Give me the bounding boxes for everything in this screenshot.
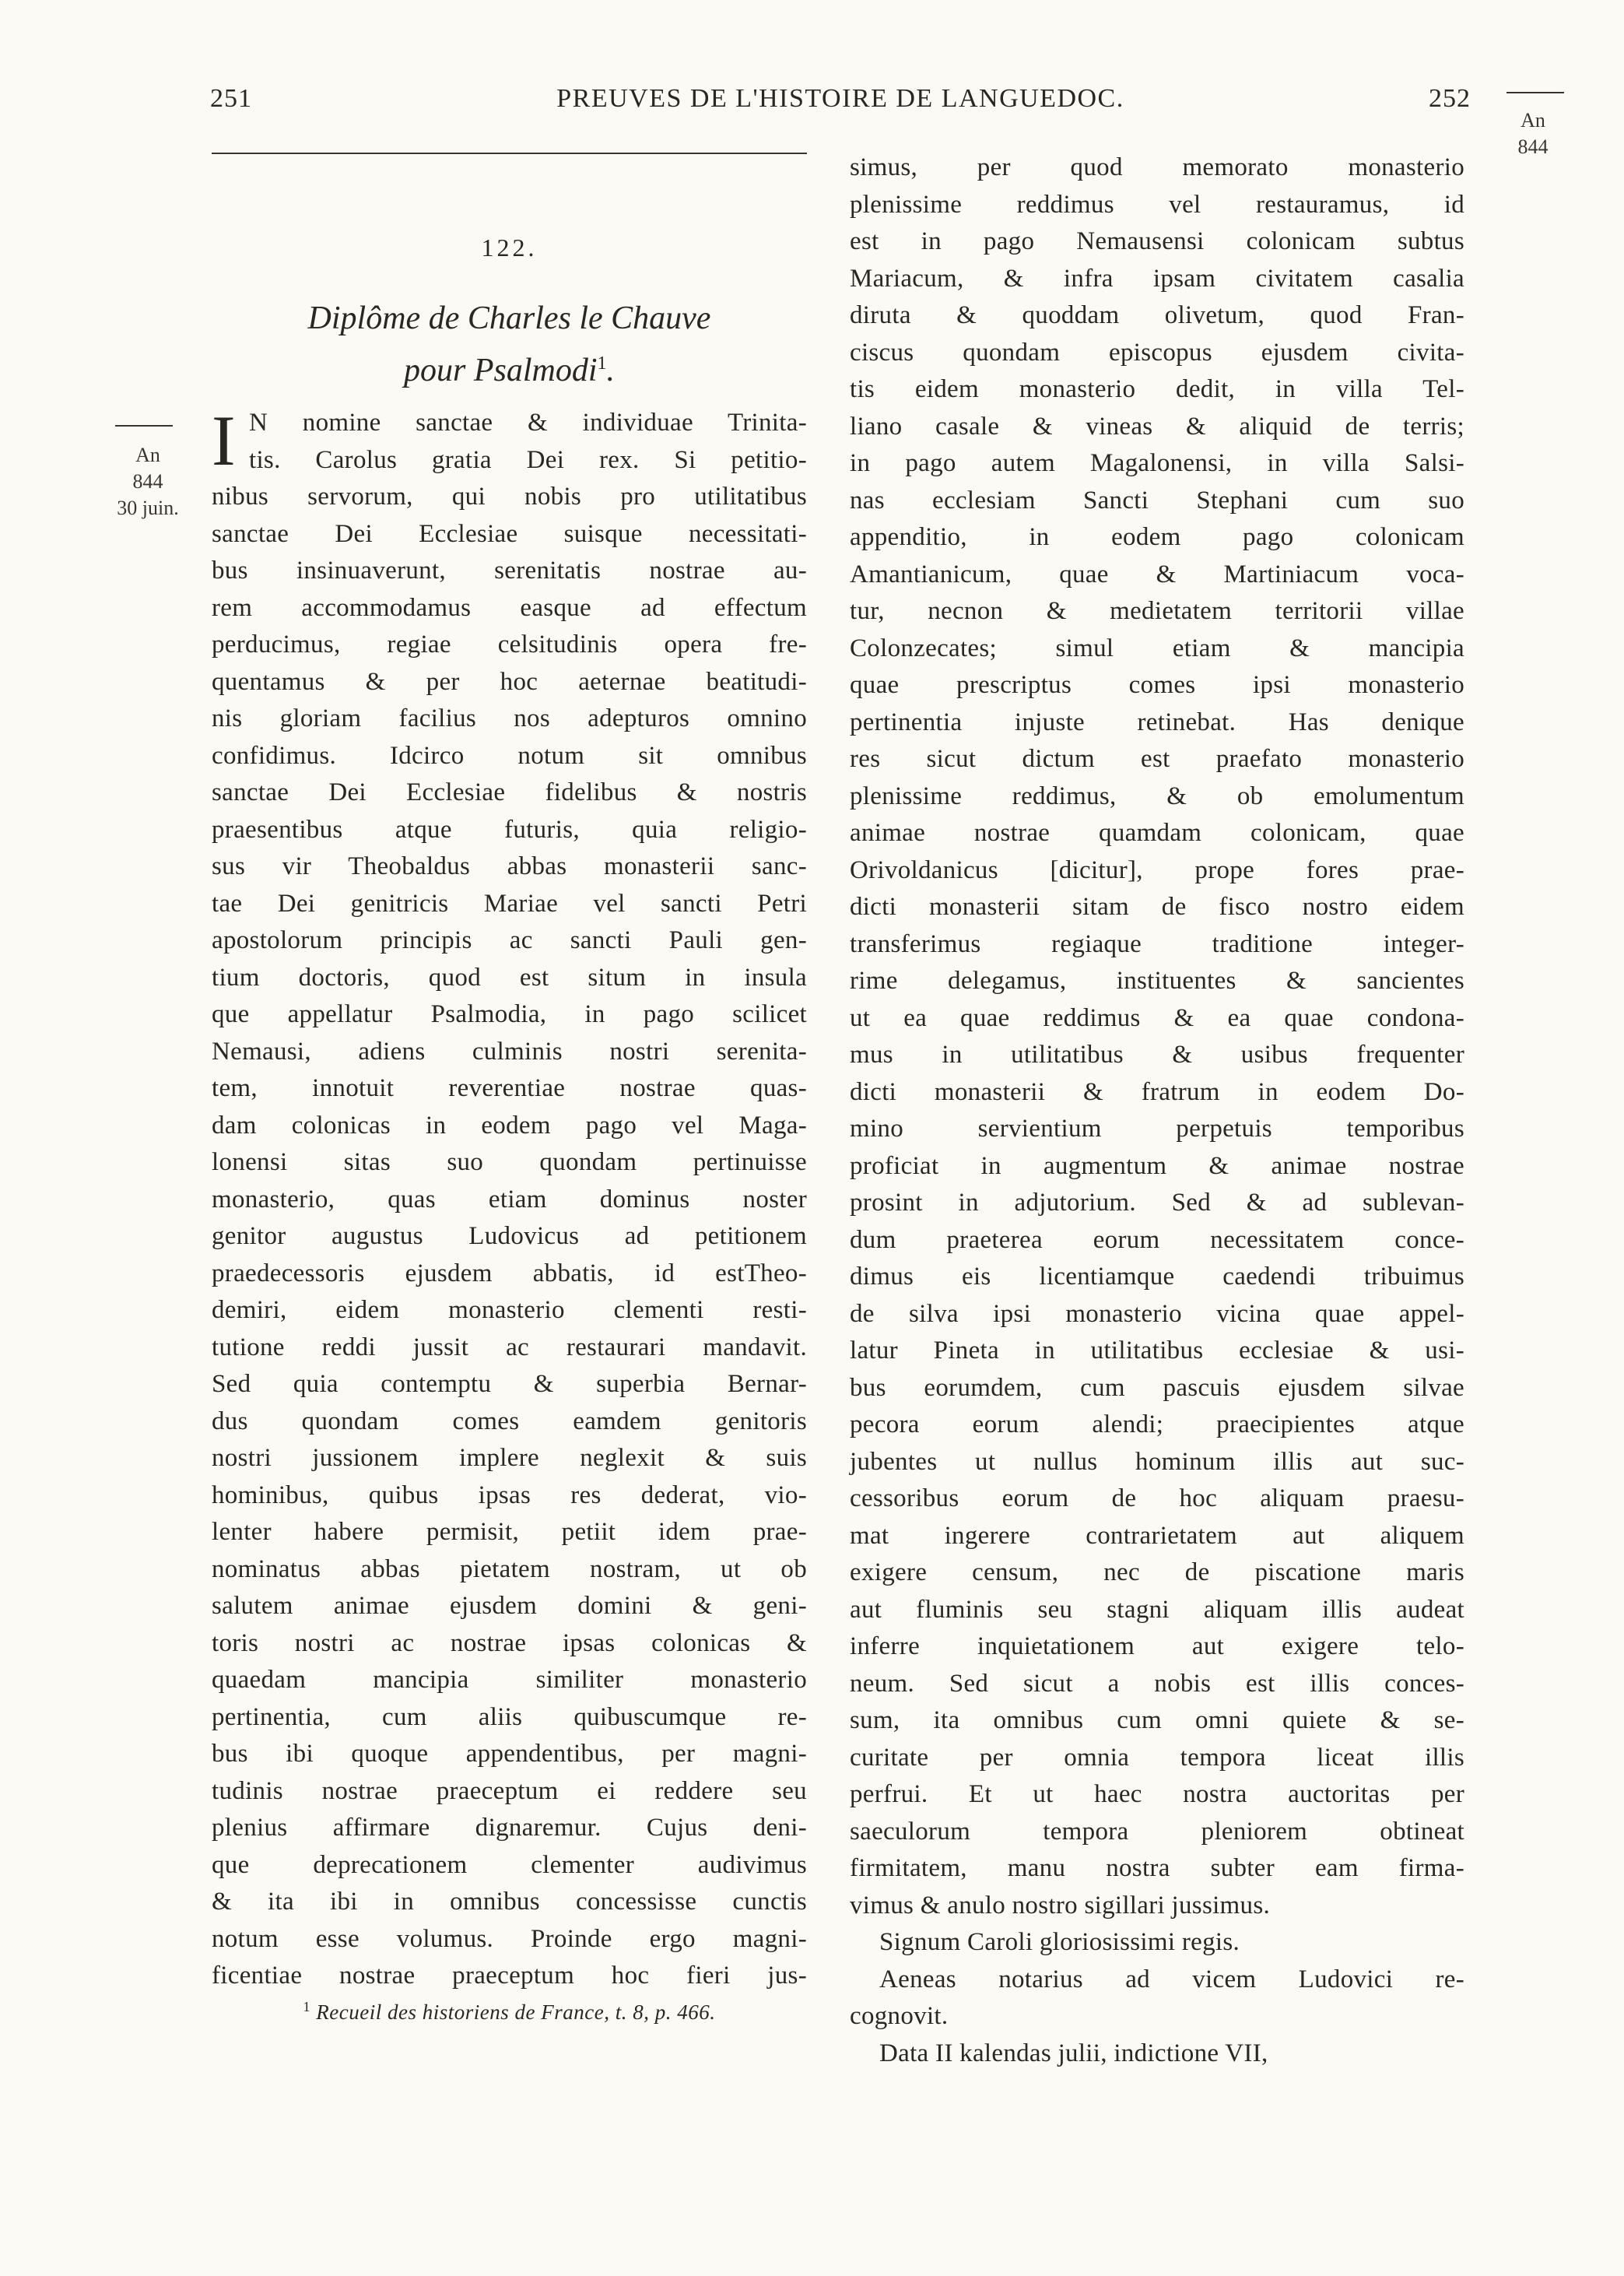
text-line: pertinentia injuste retinebat. Has denique [850, 708, 1464, 736]
text-line: mat ingerere contrarietatem aut aliquem [850, 1521, 1464, 1550]
text-line: mus in utilitatibus & usibus frequenter [850, 1041, 1464, 1069]
text-line: tium doctoris, quod est situm in insula [212, 963, 807, 992]
text-line: Orivoldanicus [dicitur], prope fores prae- [850, 855, 1464, 884]
text-line: praedecessoris ejusdem abbatis, id estTheo- [212, 1259, 807, 1287]
text-line: dus quondam comes eamdem genitoris [212, 1407, 807, 1435]
footnote-text: Recueil des historiens de France, t. 8, p. 466. [316, 2000, 716, 2024]
text-line: Signum Caroli gloriosissimi regis. [879, 1928, 1240, 1956]
text-line: nominatus abbas pietatem nostram, ut ob [212, 1554, 807, 1583]
right-column-text [850, 149, 1464, 2072]
text-line: confidimus. Idcirco notum sit omnibus [212, 741, 807, 770]
page-header [210, 84, 1471, 123]
document-number: 122. [481, 234, 538, 262]
text-line: plenius affirmare dignaremur. Cujus deni- [212, 1814, 807, 1842]
text-line: simus, per quod memorato monasterio [850, 153, 1464, 181]
text-line: nibus servorum, qui nobis pro utilitatibus [212, 483, 807, 511]
text-line: quentamus & per hoc aeternae beatitudi- [212, 667, 807, 696]
text-line: & ita ibi in omnibus concessisse cunctis [212, 1888, 807, 1916]
margin-note-line: 844 [132, 470, 163, 493]
text-line: quaedam mancipia similiter monasterio [212, 1666, 807, 1694]
left-column-text [212, 401, 807, 1995]
text-line: dicti monasterii & fratrum in eodem Do- [850, 1077, 1464, 1106]
text-line: hominibus, quibus ipsas res dederat, vio- [212, 1480, 807, 1509]
text-line: firmitatem, manu nostra subter eam firma- [850, 1854, 1464, 1882]
margin-note-line: 30 juin. [117, 497, 179, 519]
text-line: Aeneas notarius ad vicem Ludovici re- [879, 1965, 1464, 1993]
document-title [212, 296, 807, 393]
right-margin-note [1502, 107, 1564, 160]
text-line: rime delegamus, instituentes & sancientes [850, 967, 1464, 995]
right-page-number: 252 [1429, 84, 1471, 113]
text-line: sanctae Dei Ecclesiae fidelibus & nostris [212, 778, 807, 806]
text-line: mino servientium perpetuis temporibus [850, 1115, 1464, 1143]
right-margin-rule [1506, 92, 1564, 93]
title-line-2 [212, 341, 807, 393]
text-line: que deprecationem clementer audivimus [212, 1850, 807, 1879]
text-line: aut fluminis seu stagni aliquam illis audeat [850, 1595, 1464, 1624]
text-line: quae prescriptus comes ipsi monasterio [850, 671, 1464, 699]
text-line: nis gloriam facilius nos adepturos omnino [212, 704, 807, 732]
text-line: neum. Sed sicut a nobis est illis conces- [850, 1669, 1464, 1698]
text-line: ficentiae nostrae praeceptum hoc fieri jus- [212, 1962, 807, 1990]
text-line: animae nostrae quamdam colonicam, quae [850, 819, 1464, 847]
text-line: bus eorumdem, cum pascuis ejusdem silvae [850, 1373, 1464, 1402]
text-line: ut ea quae reddimus & ea quae condona- [850, 1003, 1464, 1032]
text-line: rem accommodamus easque ad effectum [212, 593, 807, 622]
text-line: Amantianicum, quae & Martiniacum voca- [850, 560, 1464, 588]
text-line: tutione reddi jussit ac restaurari mandavit. [212, 1333, 807, 1361]
text-line: apostolorum principis ac sancti Pauli gen- [212, 926, 807, 954]
text-line: demiri, eidem monasterio clementi resti- [212, 1296, 807, 1324]
text-line: sus vir Theobaldus abbas monasterii sanc- [212, 852, 807, 880]
text-line: salutem animae ejusdem domini & geni- [212, 1592, 807, 1620]
text-line: curitate per omnia tempora liceat illis [850, 1743, 1464, 1772]
text-line: notum esse volumus. Proinde ergo magni- [212, 1924, 807, 1953]
header-rule [212, 153, 807, 154]
left-page-number: 251 [210, 84, 252, 113]
title-end: . [606, 353, 615, 388]
text-line: cessoribus eorum de hoc aliquam praesu- [850, 1484, 1464, 1512]
text-line: diruta & quoddam olivetum, quod Fran- [850, 301, 1464, 329]
footnote-mark: 1 [303, 1999, 311, 2014]
text-line: tis eidem monasterio dedit, in villa Tel- [850, 375, 1464, 403]
text-line: dicti monasterii sitam de fisco nostro eidem [850, 893, 1464, 921]
text-line: praesentibus atque futuris, quia religio- [212, 815, 807, 844]
title-line: Diplôme de Charles le Chauve [307, 300, 711, 336]
margin-note-line: 844 [1517, 135, 1549, 158]
text-line: vimus & anulo nostro sigillari jussimus. [850, 1891, 1271, 1919]
text-line: res sicut dictum est praefato monasterio [850, 745, 1464, 773]
text-line: dum praeterea eorum necessitatem conce- [850, 1225, 1464, 1254]
text-line: plenissime reddimus vel restauramus, id [850, 190, 1464, 219]
text-line: Colonzecates; simul etiam & mancipia [850, 634, 1464, 662]
text-line: inferre inquietationem aut exigere telo- [850, 1632, 1464, 1660]
text-line: plenissime reddimus, & ob emolumentum [850, 781, 1464, 810]
text-line: exigere censum, nec de piscatione maris [850, 1558, 1464, 1586]
text-line: perducimus, regiae celsitudinis opera fre- [212, 630, 807, 659]
text-line: Sed quia contemptu & superbia Bernar- [212, 1370, 807, 1398]
text-line: Mariacum, & infra ipsam civitatem casalia [850, 264, 1464, 293]
left-margin-rule [115, 425, 173, 427]
text-line: genitor augustus Ludovicus ad petitionem [212, 1222, 807, 1250]
text-line: tudinis nostrae praeceptum ei reddere seu [212, 1776, 807, 1805]
text-line: N nomine sanctae & individuae Trinita- [249, 409, 807, 437]
text-line: dimus eis licentiamque caedendi tribuimus [850, 1263, 1464, 1291]
text-line: ciscus quondam episcopus ejusdem civita- [850, 338, 1464, 367]
text-line: tem, innotuit reverentiae nostrae quas- [212, 1074, 807, 1102]
text-line: Data II kalendas julii, indictione VII, [879, 2039, 1268, 2067]
footnote-mark: 1 [597, 353, 607, 374]
text-line: lonensi sitas suo quondam pertinuisse [212, 1148, 807, 1176]
text-line: nas ecclesiam Sancti Stephani cum suo [850, 486, 1464, 515]
text-line: cognovit. [850, 2002, 949, 2030]
running-title: PREUVES DE L'HISTOIRE DE LANGUEDOC. [556, 84, 1124, 113]
text-line: sum, ita omnibus cum omni quiete & se- [850, 1706, 1464, 1734]
text-line: appenditio, in eodem pago colonicam [850, 523, 1464, 551]
text-line: monasterio, quas etiam dominus noster [212, 1185, 807, 1214]
text-line: est in pago Nemausensi colonicam subtus [850, 227, 1464, 255]
text-line: sanctae Dei Ecclesiae suisque necessitati- [212, 519, 807, 548]
text-line: proficiat in augmentum & animae nostrae [850, 1151, 1464, 1180]
left-margin-note [109, 442, 187, 522]
text-line: perfrui. Et ut haec nostra auctoritas per [850, 1780, 1464, 1808]
text-line: pecora eorum alendi; praecipientes atque [850, 1410, 1464, 1438]
text-line: Nemausi, adiens culminis nostri serenita- [212, 1037, 807, 1066]
text-line: prosint in adjutorium. Sed & ad sublevan- [850, 1189, 1464, 1217]
text-line: tis. Carolus gratia Dei rex. Si petitio- [249, 445, 807, 474]
text-line: tur, necnon & medietatem territorii villae [850, 597, 1464, 625]
text-line: bus insinuaverunt, serenitatis nostrae au- [212, 557, 807, 585]
text-line: lenter habere permisit, petiit idem prae- [212, 1518, 807, 1546]
text-line: liano casale & vineas & aliquid de terris; [850, 412, 1464, 441]
text-line: latur Pineta in utilitatibus ecclesiae & usi- [850, 1336, 1464, 1365]
text-line: toris nostri ac nostrae ipsas colonicas & [212, 1628, 807, 1657]
text-line: bus ibi quoque appendentibus, per magni- [212, 1740, 807, 1768]
text-line: de silva ipsi monasterio vicina quae appel- [850, 1299, 1464, 1328]
text-line: saeculorum tempora pleniorem obtineat [850, 1817, 1464, 1846]
text-line: que appellatur Psalmodia, in pago scilicet [212, 1000, 807, 1028]
margin-note-line: An [1521, 109, 1545, 132]
drop-cap: I [212, 401, 236, 480]
footnote [212, 1999, 807, 2025]
text-line: pertinentia, cum aliis quibuscumque re- [212, 1702, 807, 1731]
text-line: nostri jussionem implere neglexit & suis [212, 1444, 807, 1472]
text-line: dam colonicas in eodem pago vel Maga- [212, 1111, 807, 1140]
margin-note-line: An [135, 444, 160, 466]
title-line: pour Psalmodi [403, 353, 598, 388]
text-line: tae Dei genitricis Mariae vel sancti Petri [212, 889, 807, 918]
text-line: in pago autem Magalonensi, in villa Salsi- [850, 449, 1464, 477]
text-line: jubentes ut nullus hominum illis aut suc- [850, 1447, 1464, 1476]
text-line: transferimus regiaque traditione integer- [850, 929, 1464, 958]
